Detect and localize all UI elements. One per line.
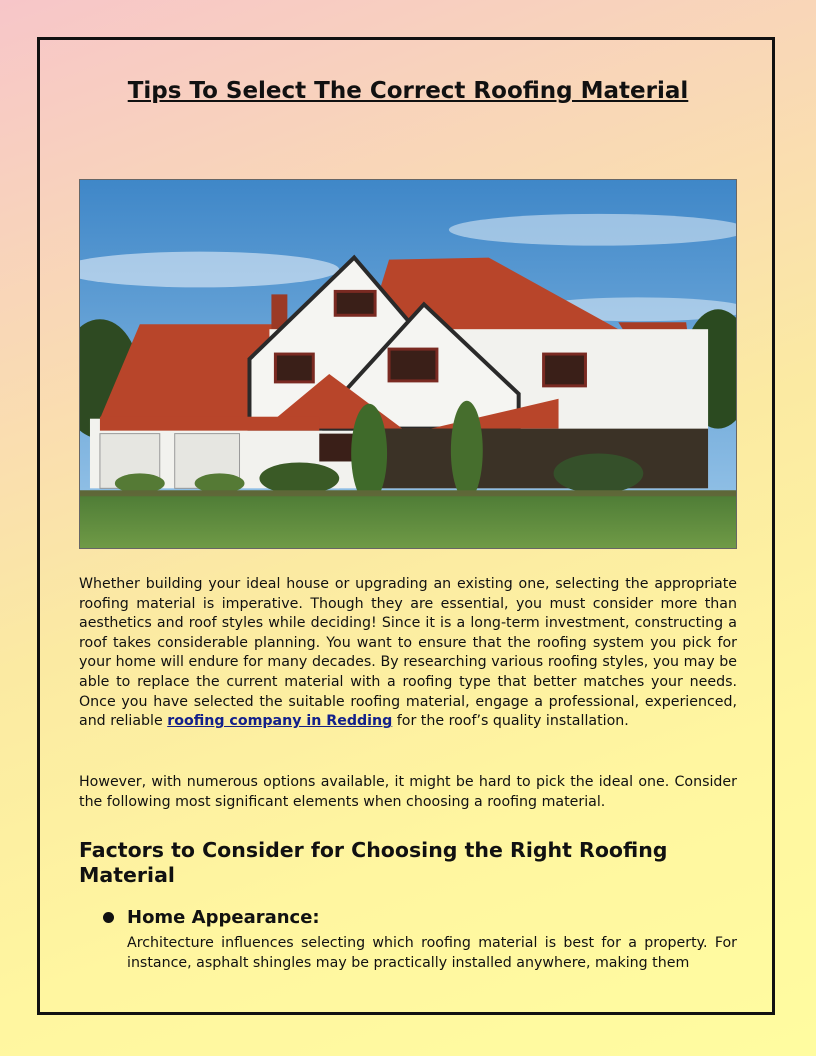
- bullet-dot-icon: [103, 912, 114, 923]
- page-title: Tips To Select The Correct Roofing Material: [127, 78, 689, 104]
- intro-text-before: Whether building your ideal house or upgrading an existing one, selecting the appropriate roofing material is imperative. Though they are essential, you must consider more than aesthetics and roof styles while deciding! Since it is a long-term investment, constructing a roof takes considerable planning. You want to ensure that the roofing system you pick for your home will endure for many decades. By researching various roofing styles, you may be able to replace the current material with a roofing type that better matches your needs. Once you have selected the suitable roofing material, engage a professional, experienced, and reliable: [79, 576, 737, 730]
- section-heading: Factors to Consider for Choosing the Right Roofing Material: [79, 838, 668, 887]
- bullet-heading-home-appearance: Home Appearance:: [127, 907, 320, 928]
- intro-text-after: for the roof’s quality installation.: [392, 713, 629, 730]
- house-photo: [79, 179, 737, 549]
- bullet-text-home-appearance: Architecture influences selecting which roofing material is best for a property. For instance, asphalt shingles may be practically installed anywhere, making them: [127, 935, 737, 971]
- roofing-company-link[interactable]: roofing company in Redding: [167, 713, 393, 730]
- options-paragraph: However, with numerous options available, it might be hard to pick the ideal one. Consider the following most significant elements when choosing a roofing material.: [79, 774, 737, 810]
- intro-paragraph: [79, 575, 737, 732]
